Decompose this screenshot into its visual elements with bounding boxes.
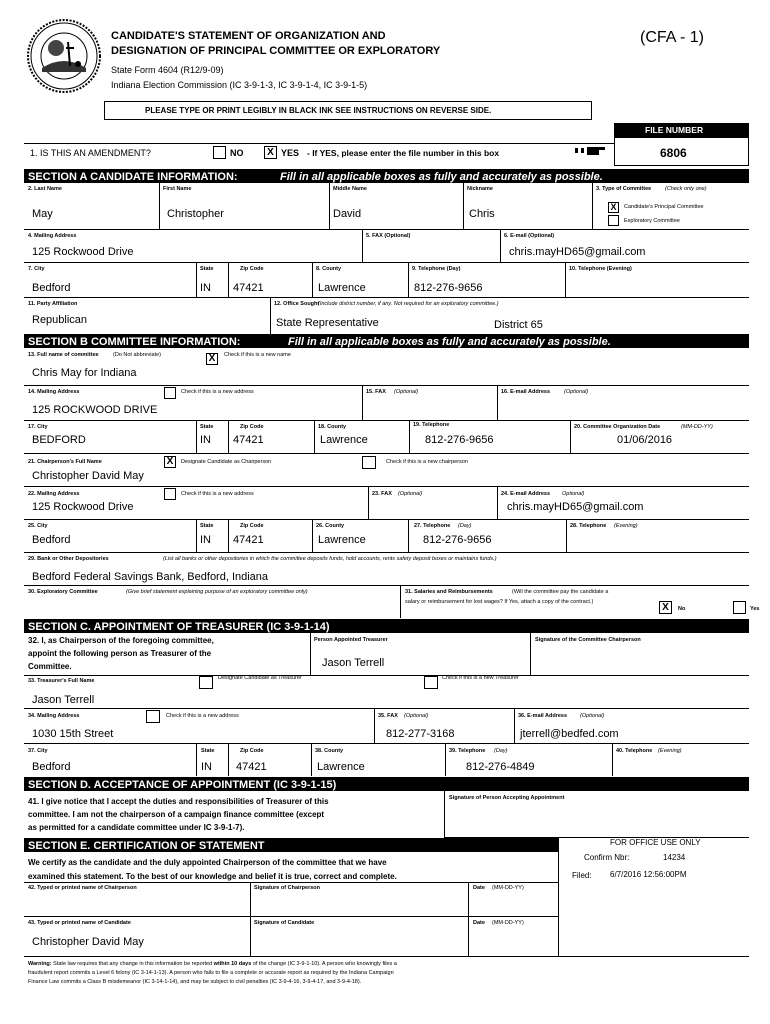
warning-line-2: fraudulent report commits a Level 6 felony (IC 3-14-1-13). A person who fails to file a complete or accurate report as required by the Indiana Campaign — [28, 970, 394, 976]
county-label: 8. County — [316, 266, 342, 272]
amendment-note: - If YES, please enter the file number in this box — [307, 148, 500, 158]
committee-county-label: 18. County — [318, 424, 347, 430]
agency: Indiana Election Commission (IC 3-9-1-3, IC 3-9-1-4, IC 3-9-1-5) — [111, 80, 368, 90]
instructions: PLEASE TYPE OR PRINT LEGIBLY IN BLACK INK SEE INSTRUCTIONS ON REVERSE SIDE. — [145, 106, 492, 115]
committee-name-note: (Do Not abbreviate) — [113, 352, 161, 358]
exploratory-label: 30. Exploratory Committee — [28, 589, 98, 595]
middle-name-label: Middle Name — [333, 186, 367, 192]
chair-address-label: 22. Mailing Address — [28, 491, 80, 497]
form-number: State Form 4604 (R12/9-09) — [111, 65, 224, 75]
treasurer-email-optional: (Optional) — [580, 713, 605, 719]
filed-date: 6/7/2016 12:56:00PM — [610, 870, 687, 879]
chair-county[interactable]: Lawrence — [318, 534, 366, 546]
committee-address[interactable]: 125 ROCKWOOD DRIVE — [32, 404, 158, 416]
chair-fax-optional: (Optional) — [398, 491, 423, 497]
committee-city-label: 17. City — [28, 424, 48, 430]
principal-committee-label: Candidate's Principal Committee — [624, 204, 704, 210]
phone-day[interactable]: 812-276-9656 — [414, 282, 483, 294]
chair-county-label: 26. County — [316, 523, 345, 529]
principal-committee-checkbox[interactable]: X — [608, 202, 619, 213]
state-label: State — [200, 266, 214, 272]
chair-address[interactable]: 125 Rockwood Drive — [32, 501, 134, 513]
salaries-no-checkbox[interactable]: X — [659, 601, 672, 614]
chair-signature-label: Signature of the Committee Chairperson — [535, 637, 641, 643]
candidate-signature-label: Signature of Candidate — [254, 920, 315, 926]
committee-fax-label: 15. FAX — [366, 389, 386, 395]
section-e-header: SECTION E. CERTIFICATION OF STATEMENT — [24, 838, 558, 852]
pointing-hand-icon — [575, 144, 609, 163]
phone-day-label: 9. Telephone (Day) — [412, 266, 461, 272]
nickname[interactable]: Chris — [469, 208, 495, 220]
treasurer-city-label: 37. City — [28, 748, 48, 754]
chair-phone-evening-label: 28. Telephone — [570, 523, 607, 529]
salaries-yes-checkbox[interactable] — [733, 601, 746, 614]
chair-email-optional: Optional) — [562, 491, 585, 497]
confirm-number: 14234 — [663, 853, 686, 862]
acceptance-line-2: committee. I am not the chairperson of a campaign finance committee (except — [28, 810, 325, 819]
new-address-checkbox[interactable] — [164, 387, 176, 399]
warning-line-1: Warning: State law requires that any change in this information be reported within 10 days of the change (IC 3-9-1-10). A person who knowingly files a — [28, 961, 397, 967]
acceptance-signature-label: Signature of Person Accepting Appointment — [449, 795, 565, 801]
treasurer-label: 33. Treasurer's Full Name — [28, 678, 95, 684]
section-b-header: SECTION B COMMITTEE INFORMATION: Fill in all applicable boxes as fully and accurately as possible. — [24, 334, 749, 348]
treasurer-phone-day: (Day) — [494, 748, 508, 754]
committee-state[interactable]: IN — [200, 434, 211, 446]
district[interactable]: District 65 — [494, 319, 543, 331]
office-sought-label: 12. Office Sought — [274, 301, 320, 307]
certification-line-1: We certify as the candidate and the duly appointed Chairperson of the committee that we have — [28, 858, 387, 867]
treasurer-phone[interactable]: 812-276-4849 — [466, 761, 535, 773]
treasurer-email[interactable]: jterrell@bedfed.com — [520, 728, 619, 740]
chairperson-name[interactable]: Christopher David May — [32, 470, 144, 482]
date-label-2: Date — [473, 920, 485, 926]
exploratory-note: (Give brief statement explaining purpose of an exploratory committee only) — [126, 589, 308, 595]
salaries-no-label: No — [678, 606, 686, 612]
section-a-header: SECTION A CANDIDATE INFORMATION: Fill in all applicable boxes as fully and accurately as possible. — [24, 169, 749, 183]
committee-phone-label: 19. Telephone — [413, 422, 450, 428]
fax-label: 5. FAX (Optional) — [366, 233, 411, 239]
chair-printed-name-label: 42. Typed or printed name of Chairperson — [28, 885, 137, 891]
party[interactable]: Republican — [32, 314, 88, 326]
warning-line-3: Finance Law commits a Class B misdemeanor (IC 3-14-1-14), and may be subject to civil penalties (IC 3-9-4-16, 3-9-4-17, and 3-9-4-18). — [28, 979, 362, 985]
chairperson-label: 21. Chairperson's Full Name — [28, 459, 102, 465]
treasurer-county[interactable]: Lawrence — [317, 761, 365, 773]
designate-treasurer-checkbox[interactable] — [199, 676, 213, 689]
committee-phone[interactable]: 812-276-9656 — [425, 434, 494, 446]
bank[interactable]: Bedford Federal Savings Bank, Bedford, Indiana — [32, 571, 269, 583]
file-number: 6806 — [660, 146, 687, 160]
chair-phone-label: 27. Telephone — [414, 523, 451, 529]
treasurer-email-label: 36. E-mail Address — [518, 713, 568, 719]
designate-treasurer-label: Designate Candidate as Treasurer — [218, 675, 302, 681]
chair-phone-day: (Day) — [458, 523, 472, 529]
email[interactable]: chris.mayHD65@gmail.com — [509, 246, 646, 258]
committee-type-note: (Check only one) — [665, 186, 707, 192]
date-label-1: Date — [473, 885, 485, 891]
phone-evening-label: 10. Telephone (Evening) — [569, 266, 632, 272]
committee-type-label: 3. Type of Committee — [596, 186, 652, 192]
treasurer-fax[interactable]: 812-277-3168 — [386, 728, 455, 740]
chair-phone-evening-note: (Evening) — [614, 523, 638, 529]
chair-city[interactable]: Bedford — [32, 534, 71, 546]
treasurer-city[interactable]: Bedford — [32, 761, 71, 773]
chair-zip[interactable]: 47421 — [233, 534, 264, 546]
treasurer-state-label: State — [201, 748, 215, 754]
bank-note: (List all banks or other depositories in which the committee deposits funds, hold accounts, rents safety deposit boxes or maintains funds.) — [163, 556, 497, 562]
exploratory-committee-checkbox[interactable] — [608, 215, 619, 226]
committee-email-optional: (Optional) — [564, 389, 589, 395]
treasurer-fax-label: 35. FAX — [378, 713, 398, 719]
treasurer-new-address-label: Check if this is a new address — [166, 713, 239, 719]
amendment-no-checkbox[interactable] — [213, 146, 226, 159]
exploratory-committee-label: Exploratory Committee — [624, 218, 680, 224]
chair-state-label: State — [200, 523, 214, 529]
mailing-address[interactable]: 125 Rockwood Drive — [32, 246, 134, 258]
treasurer-zip-label: Zip Code — [240, 748, 264, 754]
committee-state-label: State — [200, 424, 214, 430]
chair-email[interactable]: chris.mayHD65@gmail.com — [507, 501, 644, 513]
committee-zip-label: Zip Code — [240, 424, 264, 430]
zip-label: Zip Code — [240, 266, 264, 272]
city-label: 7. City — [28, 266, 45, 272]
city[interactable]: Bedford — [32, 282, 71, 294]
appointed-label: Person Appointed Treasurer — [314, 637, 388, 643]
last-name-label: 2. Last Name — [28, 186, 62, 192]
state[interactable]: IN — [200, 282, 211, 294]
designate-chair-checkbox[interactable]: X — [164, 456, 176, 468]
candidate-printed-name[interactable]: Christopher David May — [32, 936, 144, 948]
treasurer-address[interactable]: 1030 15th Street — [32, 728, 114, 740]
certification-line-2: examined this statement. To the best of our knowledge and belief it is true, correct and complete. — [28, 872, 397, 881]
amendment-no-label: NO — [230, 148, 244, 158]
treasurer-phone-evening-label: 40. Telephone — [616, 748, 653, 754]
section-d-header: SECTION D. ACCEPTANCE OF APPOINTMENT (IC 3-9-1-15) — [24, 777, 749, 791]
new-treasurer-label: Check if this is a new Treasurer — [442, 675, 519, 681]
section-c-header: SECTION C. APPOINTMENT OF TREASURER (IC 3-9-1-14) — [24, 619, 749, 633]
mailing-address-label: 4. Mailing Address — [28, 233, 77, 239]
treasurer-county-label: 38. County — [315, 748, 344, 754]
treasurer-phone-evening-note: (Evening) — [658, 748, 682, 754]
email-label: 6. E-mail (Optional) — [504, 233, 555, 239]
organization-date[interactable]: 01/06/2016 — [617, 434, 673, 446]
amendment-yes-checkbox[interactable]: X — [264, 146, 277, 159]
treasurer-zip[interactable]: 47421 — [236, 761, 267, 773]
acceptance-line-3: as permitted for a candidate committee under IC 3-9-1-7). — [28, 823, 245, 832]
last-name[interactable]: May — [32, 208, 53, 220]
middle-name[interactable]: David — [333, 208, 362, 220]
appointment-line-2: appoint the following person as Treasurer of the — [28, 649, 212, 658]
salaries-label: 31. Salaries and Reimbursements — [405, 589, 493, 595]
chair-phone[interactable]: 812-276-9656 — [423, 534, 492, 546]
chair-new-address-label: Check if this is a new address — [181, 491, 254, 497]
appointment-line-3: Committee. — [28, 662, 72, 671]
chair-zip-label: Zip Code — [240, 523, 264, 529]
organization-date-format: (MM-DD-YY) — [681, 424, 713, 430]
designate-chair-label: Designate Candidate as Chairperson — [181, 459, 272, 465]
office-sought[interactable]: State Representative — [276, 317, 379, 329]
chair-fax-label: 23. FAX — [372, 491, 392, 497]
appointment-line-1: 32. I, as Chairperson of the foregoing committee, — [28, 636, 214, 645]
form-code: (CFA - 1) — [640, 29, 705, 46]
file-number-label: FILE NUMBER — [645, 125, 704, 135]
committee-name-label: 13. Full name of committee — [28, 352, 99, 358]
new-address-label: Check if this is a new address — [181, 389, 254, 395]
filed-label: Filed: — [572, 871, 592, 880]
treasurer-name[interactable]: Jason Terrell — [32, 694, 95, 706]
salaries-note-2: salary or reimbursement for lost wages? If Yes, attach a copy of the contract.) — [405, 599, 594, 605]
new-chair-label: Check if this is a new chairperson — [386, 459, 468, 465]
chair-city-label: 25. City — [28, 523, 48, 529]
committee-address-label: 14. Mailing Address — [28, 389, 80, 395]
office-use-title: FOR OFFICE USE ONLY — [610, 838, 701, 847]
form-title-line2: DESIGNATION OF PRINCIPAL COMMITTEE OR EXPLORATORY — [111, 45, 441, 57]
appointed-treasurer[interactable]: Jason Terrell — [322, 657, 385, 669]
chair-state[interactable]: IN — [200, 534, 211, 546]
date-format-1: (MM-DD-YY) — [492, 885, 524, 891]
confirm-label: Confirm Nbr: — [584, 853, 630, 862]
committee-email-label: 16. E-mail Address — [501, 389, 551, 395]
committee-city[interactable]: BEDFORD — [32, 434, 86, 446]
bank-label: 29. Bank or Other Depositories — [28, 556, 109, 562]
committee-fax-optional: (Optional) — [394, 389, 419, 395]
treasurer-address-label: 34. Mailing Address — [28, 713, 80, 719]
committee-name[interactable]: Chris May for Indiana — [32, 367, 137, 379]
acceptance-line-1: 41. I give notice that I accept the duties and responsibilities of Treasurer of this — [28, 797, 329, 806]
new-name-checkbox[interactable]: X — [206, 353, 218, 365]
first-name[interactable]: Christopher — [167, 208, 224, 220]
office-sought-note: (Include district number, if any. Not required for an exploratory committee.) — [318, 301, 499, 307]
chair-email-label: 24. E-mail Address — [501, 491, 551, 497]
amendment-question: 1. IS THIS AN AMENDMENT? — [30, 148, 151, 158]
state-seal — [26, 18, 102, 94]
organization-date-label: 20. Committee Organization Date — [574, 424, 661, 430]
date-format-2: (MM-DD-YY) — [492, 920, 524, 926]
new-treasurer-checkbox[interactable] — [424, 676, 438, 689]
county[interactable]: Lawrence — [318, 282, 366, 294]
first-name-label: First Name — [163, 186, 192, 192]
committee-county[interactable]: Lawrence — [320, 434, 368, 446]
amendment-yes-label: YES — [281, 148, 300, 158]
candidate-printed-name-label: 43. Typed or printed name of Candidate — [28, 920, 131, 926]
committee-zip[interactable]: 47421 — [233, 434, 264, 446]
salaries-note-1: (Will the committee pay the candidate a — [512, 589, 609, 595]
treasurer-fax-optional: (Optional) — [404, 713, 429, 719]
new-chair-checkbox[interactable] — [362, 456, 376, 469]
form-title-line1: CANDIDATE'S STATEMENT OF ORGANIZATION AND — [111, 30, 386, 42]
chair-signature-label-e: Signature of Chairperson — [254, 885, 321, 891]
party-label: 11. Party Affiliation — [28, 301, 78, 307]
salaries-yes-label: Yes — [750, 606, 760, 612]
new-name-label: Check if this is a new name — [224, 352, 291, 358]
treasurer-state[interactable]: IN — [201, 761, 212, 773]
treasurer-phone-label: 39. Telephone — [449, 748, 486, 754]
treasurer-new-address-checkbox[interactable] — [146, 710, 160, 723]
zip[interactable]: 47421 — [233, 282, 264, 294]
nickname-label: Nickname — [467, 186, 493, 192]
chair-new-address-checkbox[interactable] — [164, 488, 176, 500]
